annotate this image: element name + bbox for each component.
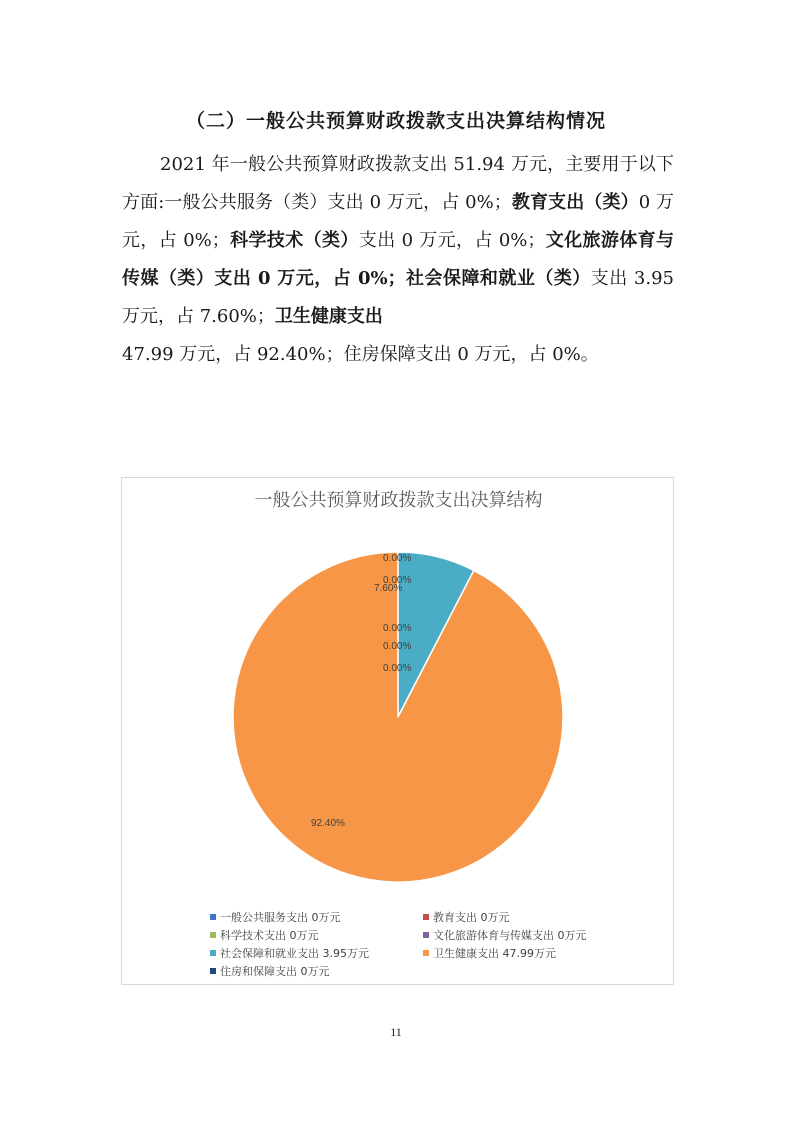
slice-data-label: 92.40% — [311, 818, 345, 829]
slice-data-label: 0.00% — [383, 623, 412, 634]
para-general-services: 一般公共服务（类）支出 0 万元，占 0%； — [164, 192, 512, 213]
legend-item — [210, 964, 330, 980]
para-health-label: 卫生健康支出 — [274, 306, 383, 327]
pie-chart — [121, 477, 674, 985]
legend-swatch — [210, 950, 216, 956]
legend-item — [423, 910, 510, 926]
legend-swatch — [423, 950, 429, 956]
slice-data-label: 0.00% — [383, 575, 412, 586]
legend-label: 教育支出 0万元 — [433, 911, 510, 924]
pie-slice — [233, 552, 563, 882]
slice-data-label: 7.60% — [374, 583, 403, 594]
chart-title: 一般公共预算财政拨款支出决算结构 — [254, 490, 543, 511]
legend-item — [210, 910, 341, 926]
para-intro: 2021 年一般公共预算财政拨款支出 51.94 万元，主要用于以下方面: — [122, 154, 674, 213]
legend-swatch — [210, 968, 216, 974]
legend-label: 文化旅游体育与传媒支出 0万元 — [433, 929, 587, 942]
para-science-label: 科学技术（类） — [229, 230, 359, 251]
para-culture-social-label: 文化旅游体育与传媒（类）支出 0 万元，占 0%；社会保障和就业（类） — [122, 230, 675, 289]
legend-item — [210, 946, 369, 962]
summary-paragraph — [122, 146, 674, 374]
legend-label: 一般公共服务支出 0万元 — [220, 911, 341, 924]
legend-swatch — [210, 914, 216, 920]
legend-label: 卫生健康支出 47.99万元 — [433, 947, 556, 960]
para-health-housing-value: 47.99 万元，占 92.40%；住房保障支出 0 万元，占 0%。 — [122, 344, 599, 365]
slice-data-label: 0.00% — [383, 663, 412, 674]
legend-swatch — [210, 932, 216, 938]
slice-data-label: 0.00% — [383, 553, 412, 564]
para-social-value: 支出 3.95 万元，占 7.60%； — [122, 268, 674, 327]
legend-label: 社会保障和就业支出 3.95万元 — [220, 947, 369, 960]
legend-item — [423, 946, 556, 962]
para-education-value: 0 万元，占 0%； — [122, 192, 674, 251]
legend-item — [423, 928, 587, 944]
section-heading: （二）一般公共预算财政拨款支出决算结构情况 — [185, 110, 606, 132]
pie-plot — [122, 478, 675, 908]
para-education-label: 教育支出（类） — [511, 192, 639, 213]
page-number: 11 — [390, 1025, 402, 1039]
slice-data-label: 0.00% — [383, 641, 412, 652]
para-science-value: 支出 0 万元，占 0%； — [358, 230, 546, 251]
legend-item — [210, 928, 319, 944]
legend-swatch — [423, 932, 429, 938]
legend-swatch — [423, 914, 429, 920]
legend-label: 科学技术支出 0万元 — [220, 929, 319, 942]
legend-label: 住房和保障支出 0万元 — [220, 965, 330, 978]
